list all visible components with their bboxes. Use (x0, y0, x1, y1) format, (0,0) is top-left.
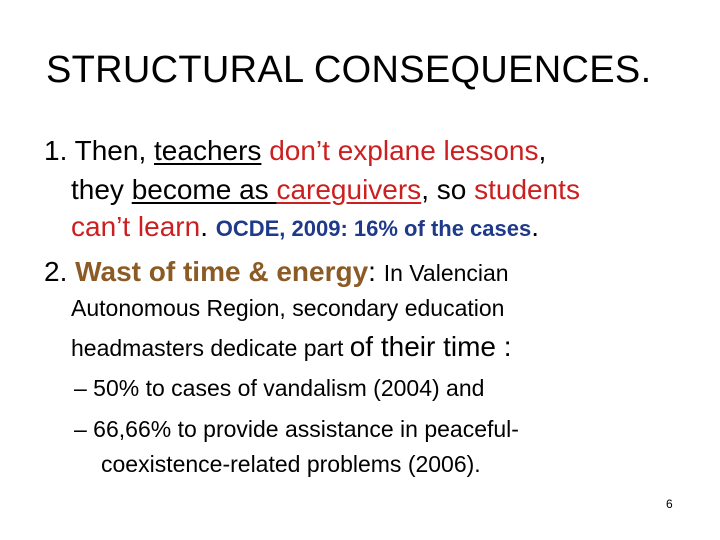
page-number: 6 (666, 497, 673, 511)
point1-end: . (531, 211, 540, 242)
point2-intro: In Valencian (383, 260, 509, 286)
point1-dont-explane: don’t explane lessons (261, 135, 539, 166)
point1-line3 (71, 210, 539, 246)
point2-line3a: headmasters dedicate part (71, 335, 350, 361)
point1-teachers: teachers (154, 135, 262, 166)
point1-become-as: become as (131, 174, 277, 205)
point2-line3 (71, 330, 512, 365)
point1-comma: , (538, 135, 547, 166)
point1-so: , so (421, 174, 475, 205)
point1-they: they (71, 174, 132, 205)
point1-then: Then, (74, 135, 155, 166)
subpoint-vandalism: – 50% to cases of vandalism (2004) and (74, 375, 485, 401)
point1-cant-learn: can’t learn (71, 211, 201, 242)
point1-number: 1. (44, 135, 75, 166)
slide-title: STRUCTURAL CONSEQUENCES. (46, 49, 652, 91)
point1-line1 (44, 134, 546, 168)
point2-heading: Wast of time & energy (75, 256, 369, 287)
subpoint-assistance-cont: coexistence-related problems (2006). (101, 451, 481, 477)
point2-line3b: of their time : (349, 331, 512, 362)
point2-line1 (44, 255, 509, 290)
subpoint-assistance: – 66,66% to provide assistance in peaceful- (74, 416, 519, 442)
point2-colon: : (368, 256, 384, 287)
point1-period: . (200, 211, 216, 242)
point1-citation: OCDE, 2009: 16% of the cases (215, 216, 532, 241)
point1-students: students (474, 174, 580, 205)
point1-careguivers: careguivers (276, 174, 422, 205)
point1-line2 (71, 173, 580, 207)
point2-number: 2. (44, 256, 76, 287)
point2-line2: Autonomous Region, secondary education (71, 295, 505, 321)
